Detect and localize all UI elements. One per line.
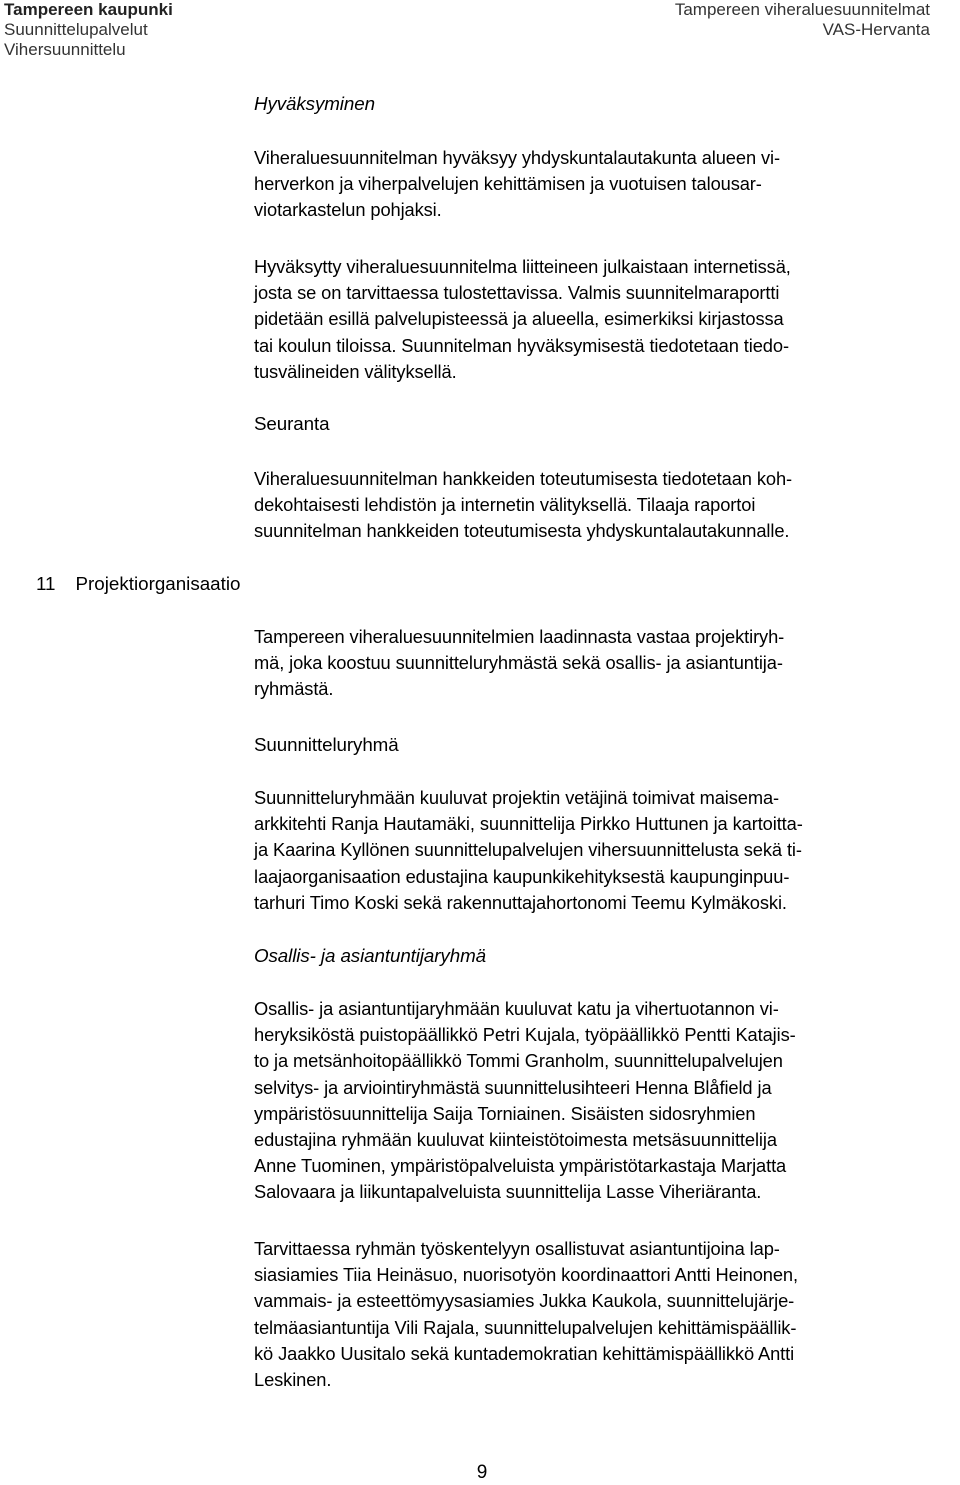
text-line: ympäristösuunnittelija Saija Torniainen. Sisäisten sidosryhmien <box>254 1102 756 1124</box>
text-line: siasiamies Tiia Heinäsuo, nuorisotyön koordinaattori Antti Heinonen, <box>254 1264 798 1286</box>
text-line: vammais- ja esteettömyysasiamies Jukka Kaukola, suunnittelujärje- <box>254 1290 795 1312</box>
text-line: Osallis- ja asiantuntijaryhmään kuuluvat katu ja vihertuotannon vi- <box>254 998 779 1019</box>
text-line: pidetään esillä palvelupisteessä ja alueella, esimerkiksi kirjastossa <box>254 308 784 330</box>
text-line: Anne Tuominen, ympäristöpalveluista ympäristötarkastaja Marjatta <box>254 1155 787 1177</box>
seuranta-paragraph <box>254 466 958 545</box>
text-line: arkkitehti Ranja Hautamäki, suunnittelija Pirkko Huttunen ja kartoitta- <box>254 813 803 835</box>
text-line: ryhmästä. <box>254 678 334 700</box>
page-number: 9 <box>476 1462 488 1483</box>
text-line: viotarkastelun pohjaksi. <box>254 199 442 221</box>
text-line: tai koulun tiloissa. Suunnitelman hyväksymisestä tiedotetaan tiedo- <box>254 334 789 356</box>
text-line: tarhuri Timo Koski sekä rakennuttajahortonomi Teemu Kylmäkoski. <box>254 891 787 913</box>
header-right <box>675 0 930 40</box>
text-line: telmäasiantuntija Vili Rajala, suunnittelupalvelujen kehittämispäällik- <box>254 1316 797 1338</box>
text-line: Tampereen viheraluesuunnitelmien laadinnasta vastaa projektiryh- <box>254 626 785 647</box>
hyvaksyminen-heading: Hyväksyminen <box>254 93 375 114</box>
text-line: Leskinen. <box>254 1369 332 1391</box>
text-line: dekohtaisesti lehdistön ja internetin välityksellä. Tilaaja raportoi <box>254 494 756 516</box>
text-line: mä, joka koostuu suunnitteluryhmästä sekä osallis- ja asiantuntija- <box>254 652 783 674</box>
text-line: Tarvittaessa ryhmän työskentelyyn osallistuvat asiantuntijoina lap- <box>254 1238 780 1259</box>
seuranta-heading-block <box>254 411 958 437</box>
header-unit: Suunnittelupalvelut <box>4 20 148 39</box>
header-left <box>4 0 173 60</box>
seuranta-heading: Seuranta <box>254 413 330 434</box>
text-line: Hyväksytty viheraluesuunnitelma liitteineen julkaistaan internetissä, <box>254 256 791 277</box>
hyvaksyminen-paragraph-2 <box>254 254 958 385</box>
header-doc-title: Tampereen viheraluesuunnitelmat <box>674 0 930 19</box>
section-number: 11 <box>36 573 56 594</box>
header-sub-unit: Vihersuunnittelu <box>4 40 126 59</box>
suunnitteluryhma-paragraph <box>254 785 958 916</box>
text-line: Viheraluesuunnitelman hyväksyy yhdyskuntalautakunta alueen vi- <box>254 147 780 168</box>
hyvaksyminen-heading-block <box>254 91 958 117</box>
text-line: herverkon ja viherpalvelujen kehittämisen ja vuotuisen talousar- <box>254 173 762 195</box>
osallisryhma-heading-block <box>254 943 958 969</box>
text-line: tusvälineiden välityksellä. <box>254 360 457 382</box>
header-area: VAS-Hervanta <box>822 20 930 39</box>
text-line: Viheraluesuunnitelman hankkeiden toteutumisesta tiedotetaan koh- <box>254 468 793 489</box>
text-line: Suunnitteluryhmään kuuluvat projektin vetäjinä toimivat maisema- <box>254 787 780 808</box>
suunnitteluryhma-heading: Suunnitteluryhmä <box>254 734 399 755</box>
suunnitteluryhma-heading-block <box>254 732 958 758</box>
osallisryhma-paragraph-2 <box>254 1236 958 1393</box>
text-line: heryksiköstä puistopäällikkö Petri Kujala, työpäällikkö Pentti Katajis- <box>254 1024 796 1046</box>
text-line: edustajina ryhmään kuuluvat kiinteistötoimesta metsäsuunnittelija <box>254 1129 777 1151</box>
section-intro-paragraph <box>254 624 958 703</box>
text-line: suunnitelman hankkeiden toteutumisesta yhdyskuntalautakunnalle. <box>254 520 790 542</box>
text-line: to ja metsänhoitopäällikkö Tommi Granholm, suunnittelupalvelujen <box>254 1050 783 1072</box>
text-line: ja Kaarina Kyllönen suunnittelupalvelujen vihersuunnittelusta sekä ti- <box>254 839 802 861</box>
section-heading <box>36 571 240 597</box>
text-line: kö Jaakko Uusitalo sekä kuntademokratian kehittämispäällikkö Antti <box>254 1342 795 1364</box>
text-line: josta se on tarvittaessa tulostettavissa. Valmis suunnitelmaraportti <box>254 282 780 304</box>
header-org: Tampereen kaupunki <box>4 0 173 19</box>
osallisryhma-paragraph-1 <box>254 996 958 1206</box>
section-title: Projektiorganisaatio <box>75 573 241 594</box>
text-line: Salovaara ja liikuntapalveluista suunnittelija Lasse Viheriäranta. <box>254 1181 762 1203</box>
text-line: laajaorganisaation edustajina kaupunkikehityksestä kaupunginpuu- <box>254 865 790 887</box>
osallisryhma-heading: Osallis- ja asiantuntijaryhmä <box>254 945 486 966</box>
text-line: selvitys- ja arviointiryhmästä suunnittelusihteeri Henna Blåfield ja <box>254 1076 772 1098</box>
hyvaksyminen-paragraph-1 <box>254 145 958 224</box>
